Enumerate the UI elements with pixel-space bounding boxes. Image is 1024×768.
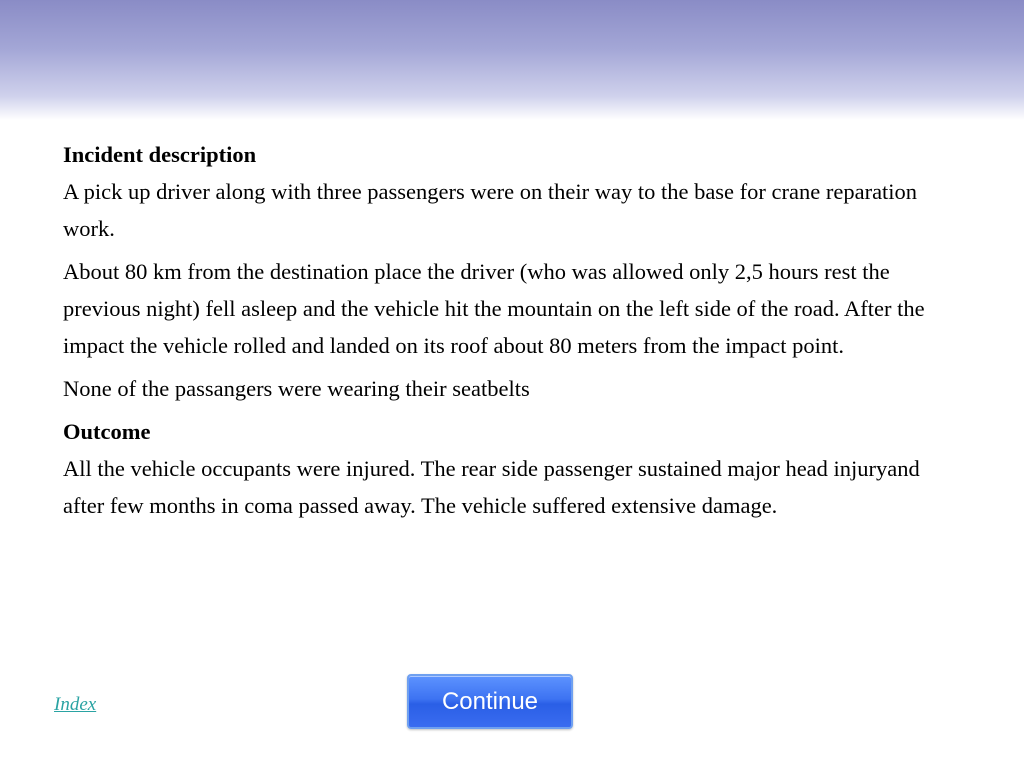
outcome-heading: Outcome [63,419,151,444]
incident-heading: Incident description [63,142,257,167]
outcome-text: All the vehicle occupants were injured. The rear side passenger sustained major head injuryand after few months in coma passed away. The vehicle suffered extensive damage. [63,456,920,518]
index-link[interactable]: Index [54,694,97,715]
slide-content [63,136,953,530]
continue-button[interactable]: Continue [407,674,573,729]
incident-paragraph-3: None of the passangers were wearing their seatbelts [63,376,530,401]
incident-paragraph-2: About 80 km from the destination place the driver (who was allowed only 2,5 hours rest the previous night) fell asleep and the vehicle hit the mountain on the left side of the road. After the impact the vehicle rolled and landed on its roof about 80 meters from the impact point. [63,259,925,358]
header-band [0,0,1024,120]
incident-text: A pick up driver along with three passengers were on their way to the base for crane reparation work. [63,179,918,241]
incident-section [63,136,953,247]
outcome-section [63,413,953,524]
